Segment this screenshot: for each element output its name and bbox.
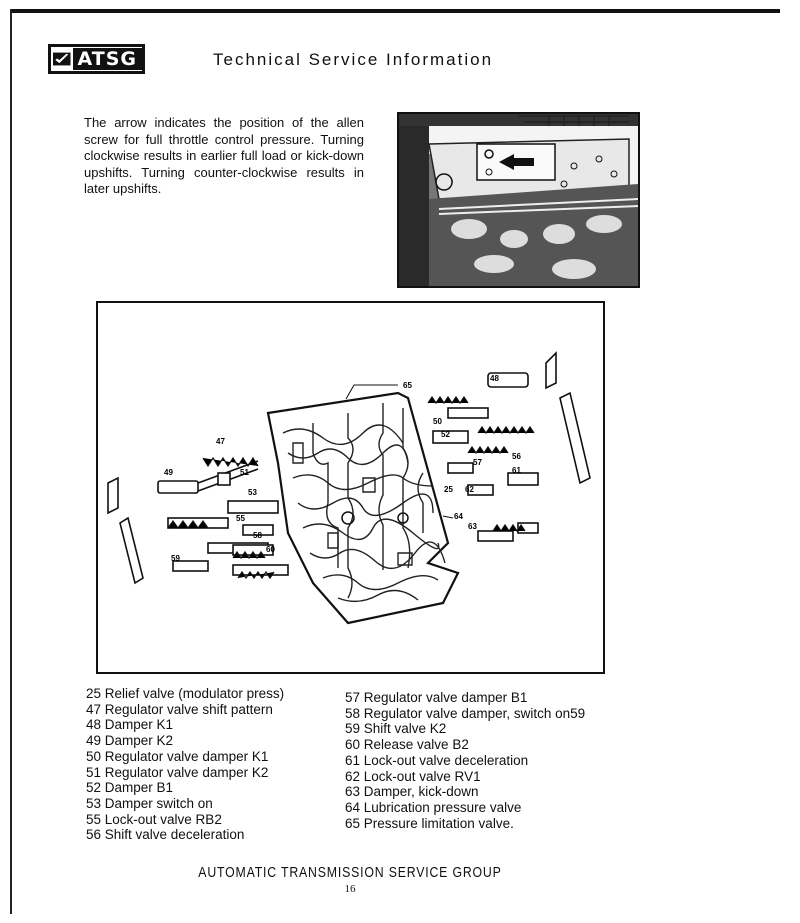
callout-63: 63 <box>468 522 477 531</box>
exploded-valve-body-diagram <box>96 301 605 674</box>
legend-item: 60 Release valve B2 <box>345 737 469 753</box>
callout-55: 55 <box>236 514 245 523</box>
callout-61: 61 <box>512 466 521 475</box>
legend-item: 64 Lubrication pressure valve <box>345 799 522 815</box>
legend-item: 47 Regulator valve shift pattern <box>86 701 273 717</box>
callout-47: 47 <box>216 437 225 446</box>
footer <box>0 864 700 881</box>
callout-65: 65 <box>403 381 412 390</box>
legend-item: 55 Lock-out valve RB2 <box>86 811 222 827</box>
legend-item: 51 Regulator valve damper K2 <box>86 764 269 780</box>
legend-column-right <box>345 690 585 831</box>
callout-53: 53 <box>248 488 257 497</box>
legend-item: 50 Regulator valve damper K1 <box>86 748 269 764</box>
legend-item: 25 Relief valve (modulator press) <box>86 686 285 701</box>
callout-48: 48 <box>490 374 499 383</box>
valve-body-photo <box>397 112 640 288</box>
callout-25: 25 <box>444 485 453 494</box>
legend-column-left <box>86 686 284 843</box>
legend-item: 49 Damper K2 <box>86 733 174 749</box>
atsg-logo <box>48 44 145 74</box>
page-title: Technical Service Information <box>213 50 494 69</box>
top-border-rule <box>10 9 780 13</box>
callout-50: 50 <box>433 417 442 426</box>
legend-item: 59 Shift valve K2 <box>345 721 447 737</box>
callout-49: 49 <box>164 468 173 477</box>
legend-item: 53 Damper switch on <box>86 795 213 811</box>
legend-item: 65 Pressure limitation valve. <box>345 815 514 831</box>
logo-text: ATSG <box>73 48 142 70</box>
intro-paragraph: The arrow indicates the position of the allen screw for full throttle control pressure. Turning clockwise results in earlier full load or kick-down upshifts. Turning counter-clockwise results in later upshifts. <box>84 115 364 196</box>
callout-56-right: 56 <box>512 452 521 461</box>
callout-57: 57 <box>473 458 482 467</box>
callout-62: 62 <box>465 485 474 494</box>
page-number: 16 <box>344 883 356 895</box>
callout-60: 60 <box>266 545 275 554</box>
footer-title: AUTOMATIC TRANSMISSION SERVICE GROUP <box>198 864 502 881</box>
legend-item: 58 Regulator valve damper, switch on59 <box>345 705 586 721</box>
callout-52: 52 <box>441 430 450 439</box>
legend-item: 52 Damper B1 <box>86 780 174 796</box>
left-border-rule <box>10 9 12 914</box>
callout-59: 59 <box>171 554 180 563</box>
legend-item: 61 Lock-out valve deceleration <box>345 752 529 768</box>
legend-item: 56 Shift valve deceleration <box>86 827 245 843</box>
legend-item: 48 Damper K1 <box>86 717 174 733</box>
legend-item: 63 Damper, kick-down <box>345 784 479 800</box>
legend-item: 62 Lock-out valve RV1 <box>345 768 481 784</box>
callout-58: 58 <box>253 531 262 540</box>
legend-item: 57 Regulator valve damper B1 <box>345 690 528 705</box>
checkmark-icon <box>53 48 71 70</box>
callout-51: 51 <box>240 468 249 477</box>
callout-64: 64 <box>454 512 463 521</box>
